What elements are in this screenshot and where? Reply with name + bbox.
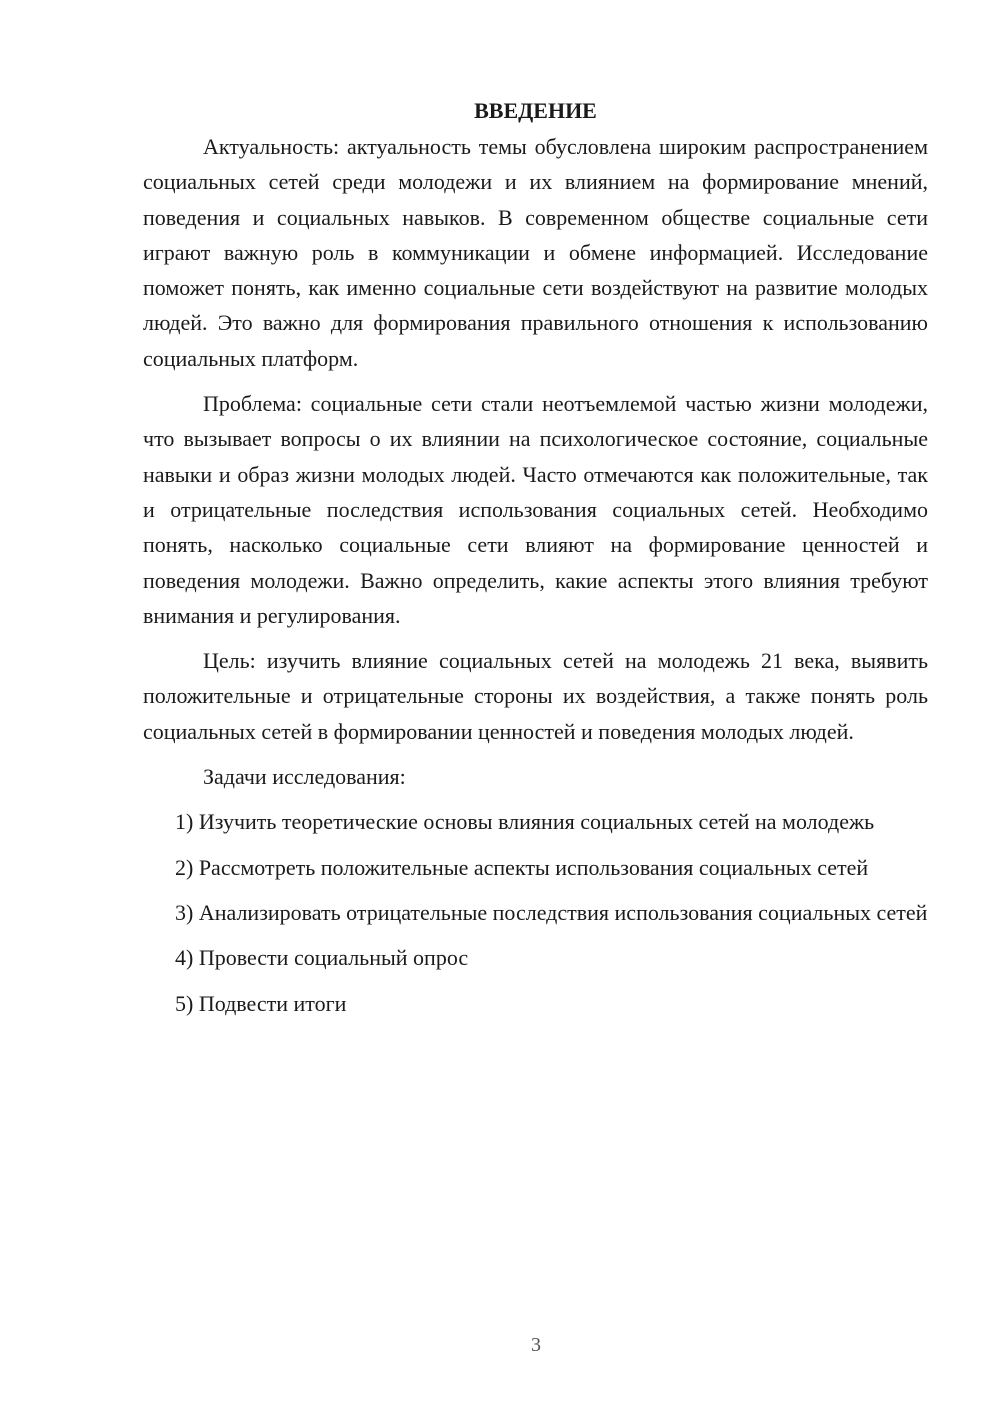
- page-number: 3: [531, 1334, 541, 1356]
- task-item-2: 2) Рассмотреть положительные аспекты использования социальных сетей: [175, 854, 869, 880]
- task-item-1: 1) Изучить теоретические основы влияния социальных сетей на молодежь: [175, 809, 875, 835]
- paragraph-goal: Цель: изучить влияние социальных сетей на молодежь 21 века, выявить положительные и отрицательные стороны их воздействия, а также понять роль социальных сетей в формировании ценностей и поведения молодых людей.: [143, 648, 928, 744]
- task-item-4: 4) Провести социальный опрос: [175, 945, 469, 971]
- task-item-5: 5) Подвести итоги: [175, 990, 347, 1016]
- paragraph-relevance: Актуальность: актуальность темы обусловлена широким распространением социальных сетей среди молодежи и их влиянием на формирование мнений, поведения и социальных навыков. В современном обществе социальные сети играют важную роль в коммуникации и обмене информацией. Исследование поможет понять, как именно социальные сети воздействуют на развитие молодых людей. Это важно для формирования правильного отношения к использованию социальных платформ.: [143, 134, 928, 371]
- task-item-3: 3) Анализировать отрицательные последствия использования социальных сетей: [175, 899, 928, 925]
- section-title: ВВЕДЕНИЕ: [474, 98, 597, 123]
- page-content: [143, 96, 928, 1031]
- tasks-heading: Задачи исследования:: [203, 764, 406, 790]
- paragraph-problem: Проблема: социальные сети стали неотъемлемой частью жизни молодежи, что вызывает вопросы о их влиянии на психологическое состояние, социальные навыки и образ жизни молодых людей. Часто отмечаются как положительные, так и отрицательные последствия использования социальных сетей. Необходимо понять, насколько социальные сети влияют на формирование ценностей и поведения молодежи. Важно определить, какие аспекты этого влияния требуют внимания и регулирования.: [143, 391, 928, 628]
